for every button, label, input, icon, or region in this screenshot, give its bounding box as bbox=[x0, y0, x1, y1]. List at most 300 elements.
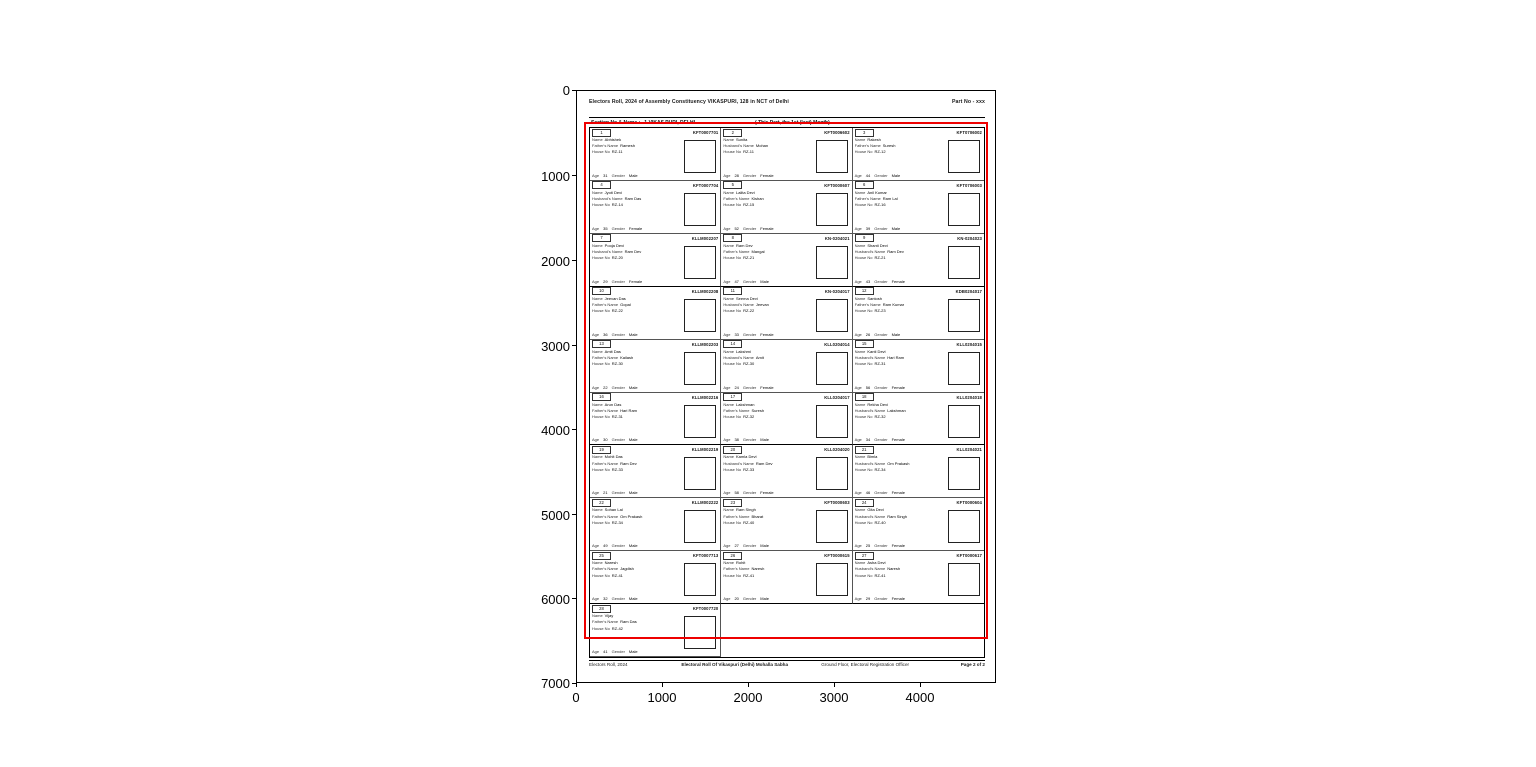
age-value: 49 bbox=[603, 543, 608, 549]
house-value: RZ-14 bbox=[611, 202, 623, 208]
gender-label: Gender bbox=[742, 384, 757, 390]
gender-value: Female bbox=[891, 543, 905, 549]
name-value: Abhishek bbox=[604, 137, 622, 142]
gender-label: Gender bbox=[874, 543, 888, 549]
name-value: Ram Singh bbox=[736, 507, 756, 513]
elector-epic-number: KLLM002222 bbox=[691, 500, 719, 506]
elector-fields bbox=[723, 137, 806, 156]
house-label: House No bbox=[592, 361, 610, 366]
gender-label: Gender bbox=[611, 172, 625, 178]
house-label: House No bbox=[854, 308, 873, 314]
elector-cell bbox=[590, 287, 721, 340]
elector-age-gender-row bbox=[723, 279, 806, 284]
elector-cell bbox=[721, 234, 852, 287]
relation-value: Ram Lal bbox=[882, 196, 898, 202]
elector-fields bbox=[723, 402, 806, 421]
elector-body bbox=[723, 349, 849, 390]
elector-age-gender-row bbox=[592, 543, 675, 548]
elector-topline bbox=[855, 394, 982, 401]
gender-label: Gender bbox=[611, 437, 625, 443]
relation-label: Husband's Name bbox=[723, 460, 754, 466]
gender-label: Gender bbox=[611, 331, 625, 337]
name-label: Name bbox=[592, 454, 603, 460]
house-label: House No bbox=[592, 149, 610, 155]
name-value: Amit Das bbox=[604, 348, 621, 354]
gender-value: Male bbox=[628, 490, 638, 496]
gender-value: Female bbox=[760, 225, 774, 231]
gender-label: Gender bbox=[874, 596, 888, 602]
age-value: 58 bbox=[734, 490, 739, 496]
name-label: Name bbox=[854, 560, 866, 566]
elector-photo-box bbox=[684, 405, 716, 438]
house-label: House No bbox=[592, 255, 610, 261]
age-label: Age bbox=[592, 172, 600, 178]
relation-label: Father's Name bbox=[723, 196, 750, 202]
elector-photo-box bbox=[816, 457, 848, 490]
name-value: Rohit bbox=[736, 560, 746, 566]
elector-house-row bbox=[592, 414, 675, 420]
elector-body bbox=[592, 613, 718, 654]
elector-serial-number: 11 bbox=[723, 287, 742, 295]
elector-photo-box bbox=[816, 563, 848, 596]
elector-photo-box bbox=[948, 299, 980, 332]
elector-body bbox=[592, 507, 718, 548]
name-value: Jyoti Devi bbox=[604, 189, 623, 195]
gender-label: Gender bbox=[611, 490, 625, 496]
elector-cell bbox=[853, 128, 984, 181]
relation-value: Hari Ram bbox=[887, 354, 905, 360]
footer-page-number: Page 2 of 2 bbox=[960, 662, 985, 667]
elector-fields bbox=[592, 137, 675, 156]
elector-age-gender-row bbox=[855, 596, 939, 601]
age-value: 22 bbox=[603, 384, 608, 390]
section-value: 1-VIKAS PURI, DELHI bbox=[644, 119, 696, 126]
relation-value: Gopal bbox=[620, 301, 631, 307]
y-tick-label-0: 0 bbox=[562, 83, 570, 98]
relation-label: Father's Name bbox=[592, 619, 619, 625]
elector-fields bbox=[723, 349, 806, 368]
name-label: Name bbox=[723, 295, 734, 301]
elector-serial-number: 3 bbox=[855, 129, 874, 137]
elector-serial-number: 20 bbox=[723, 446, 742, 454]
elector-fields bbox=[855, 402, 939, 421]
elector-serial-number: 23 bbox=[723, 499, 742, 507]
house-value: RZ-20 bbox=[611, 255, 623, 261]
elector-cell bbox=[590, 445, 721, 498]
gender-label: Gender bbox=[611, 596, 625, 602]
elector-serial-number: 7 bbox=[592, 234, 611, 242]
elector-body bbox=[723, 296, 849, 337]
elector-serial-number: 6 bbox=[855, 181, 874, 189]
elector-serial-number: 22 bbox=[592, 499, 611, 507]
elector-age-gender-row bbox=[592, 385, 675, 390]
elector-body bbox=[723, 507, 849, 548]
elector-cell bbox=[590, 498, 721, 551]
age-value: 28 bbox=[734, 172, 739, 178]
elector-house-row bbox=[855, 414, 939, 420]
elector-epic-number: KN-0204021 bbox=[824, 235, 850, 241]
relation-value: Kailash bbox=[620, 354, 634, 360]
gender-value: Female bbox=[628, 225, 643, 231]
gender-value: Male bbox=[760, 543, 769, 549]
relation-value: Ram Dev bbox=[624, 249, 642, 254]
age-label: Age bbox=[723, 437, 731, 443]
name-label: Name bbox=[592, 137, 603, 142]
elector-body bbox=[855, 243, 982, 284]
elector-house-row bbox=[855, 520, 939, 526]
name-label: Name bbox=[592, 242, 603, 248]
elector-body bbox=[855, 507, 982, 548]
gender-label: Gender bbox=[874, 437, 888, 443]
name-value: Kamla Devi bbox=[736, 454, 757, 460]
name-label: Name bbox=[592, 401, 603, 407]
elector-age-gender-row bbox=[592, 437, 675, 442]
elector-topline bbox=[592, 605, 718, 612]
age-value: 29 bbox=[603, 278, 608, 284]
name-value: Arun Das bbox=[604, 401, 622, 407]
gender-label: Gender bbox=[874, 384, 888, 390]
relation-label: Father's Name bbox=[592, 354, 619, 360]
name-value: Ram Dev bbox=[736, 242, 753, 248]
y-tick-label-5000: 5000 bbox=[541, 508, 570, 523]
house-label: House No bbox=[854, 572, 873, 578]
age-label: Age bbox=[723, 331, 731, 337]
elector-photo-box bbox=[816, 510, 848, 543]
house-value: RZ-31 bbox=[611, 413, 623, 419]
elector-body bbox=[723, 560, 849, 601]
x-tick-label-0: 0 bbox=[572, 690, 580, 705]
elector-topline bbox=[855, 129, 982, 136]
age-label: Age bbox=[854, 437, 862, 443]
house-value: RZ-42 bbox=[611, 625, 623, 631]
house-value: RZ-41 bbox=[611, 572, 623, 578]
elector-body bbox=[855, 560, 982, 601]
elector-age-gender-row bbox=[723, 173, 806, 178]
elector-serial-number: 27 bbox=[855, 552, 874, 560]
elector-house-row bbox=[592, 573, 675, 579]
age-label: Age bbox=[723, 490, 731, 496]
gender-label: Gender bbox=[742, 543, 757, 549]
elector-epic-number: KLLM002208 bbox=[691, 288, 719, 294]
age-value: 43 bbox=[865, 278, 871, 284]
elector-age-gender-row bbox=[855, 385, 939, 390]
gender-value: Female bbox=[891, 437, 905, 443]
gender-value: Male bbox=[891, 172, 901, 178]
elector-age-gender-row bbox=[855, 332, 939, 337]
elector-fields bbox=[592, 349, 675, 368]
elector-epic-number: KLLM002207 bbox=[691, 235, 719, 241]
elector-epic-number: KFT0000603 bbox=[824, 500, 850, 506]
relation-value: Mangal bbox=[751, 249, 765, 254]
name-value: Bimla bbox=[867, 454, 878, 460]
gender-label: Gender bbox=[742, 225, 757, 231]
elector-epic-number: KLL0204014 bbox=[824, 341, 850, 347]
y-tick-label-2000: 2000 bbox=[541, 254, 570, 269]
house-label: House No bbox=[723, 149, 742, 155]
elector-house-row bbox=[592, 626, 675, 632]
relation-label: Father's Name bbox=[592, 143, 619, 149]
relation-value: Ram Dev bbox=[755, 460, 773, 466]
name-value: Jeevan Das bbox=[604, 295, 626, 301]
elector-epic-number: KN-0204017 bbox=[824, 288, 850, 294]
age-value: 38 bbox=[734, 437, 739, 443]
age-value: 31 bbox=[603, 172, 608, 178]
footer-col-1: Electors Roll, 2024 bbox=[589, 662, 628, 667]
age-label: Age bbox=[723, 172, 731, 178]
gender-value: Male bbox=[628, 596, 638, 602]
house-label: House No bbox=[854, 202, 873, 208]
elector-cell bbox=[590, 181, 721, 234]
relation-value: Jagdish bbox=[620, 566, 634, 572]
elector-grid bbox=[589, 127, 985, 658]
elector-fields bbox=[592, 402, 675, 421]
house-value: RZ-31 bbox=[874, 361, 886, 366]
roll-title: Electors Roll, 2024 of Assembly Constituency VIKASPURI, 128 in NCT of Delhi bbox=[589, 99, 789, 105]
gender-value: Female bbox=[760, 172, 774, 178]
age-value: 44 bbox=[865, 172, 871, 178]
y-tick-label-7000: 7000 bbox=[541, 676, 570, 691]
gender-label: Gender bbox=[611, 225, 625, 231]
elector-photo-box bbox=[684, 299, 716, 332]
relation-label: Father's Name bbox=[854, 143, 881, 149]
elector-epic-number: KFT0000617 bbox=[956, 553, 982, 559]
elector-body bbox=[855, 137, 982, 178]
relation-value: Jeevan bbox=[755, 301, 769, 307]
elector-cell bbox=[853, 340, 984, 393]
name-label: Name bbox=[592, 295, 603, 301]
elector-body bbox=[855, 296, 982, 337]
gender-label: Gender bbox=[874, 172, 888, 178]
gender-value: Male bbox=[760, 596, 769, 602]
elector-cell bbox=[853, 181, 984, 234]
gender-label: Gender bbox=[611, 278, 625, 284]
age-label: Age bbox=[592, 649, 600, 654]
elector-fields bbox=[855, 349, 939, 368]
house-label: House No bbox=[592, 202, 610, 208]
age-label: Age bbox=[592, 543, 600, 549]
elector-age-gender-row bbox=[592, 173, 675, 178]
elector-epic-number: KFT0007720 bbox=[692, 606, 719, 612]
house-label: House No bbox=[592, 466, 610, 472]
house-label: House No bbox=[723, 255, 742, 261]
elector-topline bbox=[855, 235, 982, 242]
elector-body bbox=[855, 349, 982, 390]
elector-cell bbox=[721, 445, 852, 498]
elector-age-gender-row bbox=[855, 173, 939, 178]
elector-topline bbox=[723, 235, 849, 242]
elector-fields bbox=[855, 296, 939, 315]
elector-photo-box bbox=[684, 563, 716, 596]
name-value: Shanti Devi bbox=[867, 242, 888, 248]
gender-value: Female bbox=[891, 278, 905, 284]
elector-body bbox=[723, 243, 849, 284]
name-value: Rekha Devi bbox=[867, 401, 889, 407]
house-label: House No bbox=[592, 413, 610, 419]
relation-label: Husband's Name bbox=[723, 143, 754, 149]
elector-cell bbox=[853, 498, 984, 551]
elector-cell bbox=[853, 393, 984, 446]
elector-topline bbox=[592, 288, 718, 295]
name-label: Name bbox=[592, 507, 603, 513]
elector-fields bbox=[855, 560, 939, 579]
elector-body bbox=[855, 454, 982, 495]
relation-value: Naresh bbox=[887, 566, 901, 572]
elector-topline bbox=[855, 552, 982, 559]
elector-topline bbox=[855, 182, 982, 189]
relation-label: Father's Name bbox=[592, 407, 619, 413]
section-label: Section No & Name : bbox=[591, 119, 641, 126]
age-label: Age bbox=[854, 225, 862, 231]
elector-fields bbox=[723, 243, 806, 262]
house-value: RZ-30 bbox=[743, 361, 755, 366]
elector-house-row bbox=[592, 308, 675, 314]
age-label: Age bbox=[854, 172, 862, 178]
age-label: Age bbox=[592, 331, 600, 337]
elector-topline bbox=[855, 499, 982, 506]
elector-age-gender-row bbox=[723, 226, 806, 231]
elector-topline bbox=[723, 288, 849, 295]
elector-serial-number: 5 bbox=[723, 181, 742, 189]
house-value: RZ-41 bbox=[874, 572, 886, 578]
gender-value: Female bbox=[760, 384, 774, 390]
relation-value: Bharat bbox=[751, 513, 764, 519]
name-value: Anil Kumar bbox=[867, 189, 887, 195]
elector-age-gender-row bbox=[592, 490, 675, 495]
name-label: Name bbox=[723, 189, 734, 195]
gender-value: Male bbox=[628, 649, 638, 654]
elector-photo-box bbox=[684, 457, 716, 490]
relation-label: Husband's Name bbox=[854, 513, 886, 519]
name-value: Naresh bbox=[604, 560, 618, 566]
relation-label: Father's Name bbox=[592, 301, 619, 307]
age-value: 21 bbox=[603, 490, 608, 496]
elector-topline bbox=[592, 235, 718, 242]
age-value: 26 bbox=[865, 331, 871, 337]
elector-fields bbox=[592, 560, 675, 579]
elector-fields bbox=[855, 137, 939, 156]
elector-cell bbox=[721, 551, 852, 604]
elector-topline bbox=[592, 341, 718, 348]
x-tick-label-1000: 1000 bbox=[647, 690, 677, 705]
house-value: RZ-11 bbox=[743, 149, 754, 155]
house-label: House No bbox=[592, 308, 610, 314]
relation-label: Father's Name bbox=[592, 513, 619, 519]
elector-photo-box bbox=[948, 563, 980, 596]
elector-fields bbox=[723, 190, 806, 209]
elector-photo-box bbox=[816, 246, 848, 279]
elector-age-gender-row bbox=[723, 332, 806, 337]
relation-value: Ram Dev bbox=[887, 249, 904, 254]
elector-epic-number: KDB0204017 bbox=[955, 288, 982, 294]
elector-body bbox=[723, 454, 849, 495]
gender-label: Gender bbox=[611, 649, 625, 654]
gender-value: Female bbox=[760, 331, 774, 337]
elector-house-row bbox=[723, 520, 806, 526]
relation-label: Father's Name bbox=[592, 566, 619, 572]
elector-body bbox=[592, 296, 718, 337]
house-label: House No bbox=[854, 361, 873, 366]
gender-value: Female bbox=[891, 596, 905, 602]
elector-house-row bbox=[855, 308, 939, 314]
elector-topline bbox=[855, 446, 982, 453]
elector-house-row bbox=[723, 149, 806, 155]
elector-topline bbox=[592, 182, 718, 189]
relation-value: Hari Ram bbox=[620, 407, 637, 413]
relation-label: Father's Name bbox=[592, 460, 619, 466]
gender-label: Gender bbox=[742, 278, 757, 284]
elector-epic-number: KLLM002219 bbox=[691, 447, 719, 453]
elector-topline bbox=[723, 552, 849, 559]
house-value: RZ-33 bbox=[743, 466, 755, 472]
gender-label: Gender bbox=[611, 384, 625, 390]
age-label: Age bbox=[592, 225, 600, 231]
y-tick-label-4000: 4000 bbox=[541, 423, 570, 438]
elector-house-row bbox=[855, 573, 939, 579]
relation-label: Father's Name bbox=[723, 566, 750, 572]
elector-house-row bbox=[855, 361, 939, 367]
elector-serial-number: 10 bbox=[592, 287, 611, 295]
name-label: Name bbox=[854, 348, 866, 354]
elector-house-row bbox=[592, 202, 675, 208]
elector-age-gender-row bbox=[855, 543, 939, 548]
name-label: Name bbox=[854, 454, 866, 460]
elector-cell bbox=[590, 393, 721, 446]
age-label: Age bbox=[592, 490, 600, 496]
elector-age-gender-row bbox=[723, 385, 806, 390]
name-value: Mohit Das bbox=[604, 454, 623, 460]
elector-body bbox=[592, 402, 718, 443]
name-label: Name bbox=[723, 560, 734, 566]
elector-photo-box bbox=[816, 140, 848, 173]
elector-age-gender-row bbox=[592, 596, 675, 601]
relation-value: Lakshman bbox=[887, 407, 906, 413]
name-value: Rakesh bbox=[867, 137, 881, 142]
roll-footer bbox=[589, 660, 985, 676]
elector-fields bbox=[723, 296, 806, 315]
age-label: Age bbox=[723, 225, 731, 231]
name-label: Name bbox=[854, 507, 866, 513]
electoral-roll-page bbox=[577, 91, 997, 684]
age-value: 30 bbox=[603, 437, 608, 443]
elector-serial-number: 8 bbox=[723, 234, 742, 242]
age-value: 36 bbox=[603, 331, 608, 337]
elector-photo-box bbox=[948, 246, 980, 279]
elector-serial-number: 1 bbox=[592, 129, 611, 137]
age-label: Age bbox=[723, 278, 731, 284]
elector-photo-box bbox=[948, 352, 980, 385]
part-number: Part No - xxx bbox=[951, 99, 985, 105]
elector-house-row bbox=[855, 255, 939, 261]
gender-value: Male bbox=[628, 172, 638, 178]
elector-topline bbox=[723, 341, 849, 348]
elector-serial-number: 26 bbox=[723, 552, 742, 560]
elector-topline bbox=[592, 552, 718, 559]
house-value: RZ-33 bbox=[611, 466, 623, 472]
name-label: Name bbox=[854, 189, 866, 195]
elector-topline bbox=[723, 499, 849, 506]
age-label: Age bbox=[854, 490, 862, 496]
elector-epic-number: KLLM002203 bbox=[691, 341, 719, 347]
name-value: Sohan Lal bbox=[604, 507, 623, 513]
house-value: RZ-40 bbox=[743, 519, 755, 525]
elector-epic-number: KFT0006602 bbox=[824, 130, 850, 135]
relation-value: Amit bbox=[755, 354, 764, 360]
house-label: House No bbox=[854, 149, 873, 155]
relation-value: Suresh bbox=[882, 143, 896, 149]
elector-photo-box bbox=[948, 457, 980, 490]
relation-value: Om Prakash bbox=[887, 460, 910, 466]
elector-serial-number: 19 bbox=[592, 446, 611, 454]
